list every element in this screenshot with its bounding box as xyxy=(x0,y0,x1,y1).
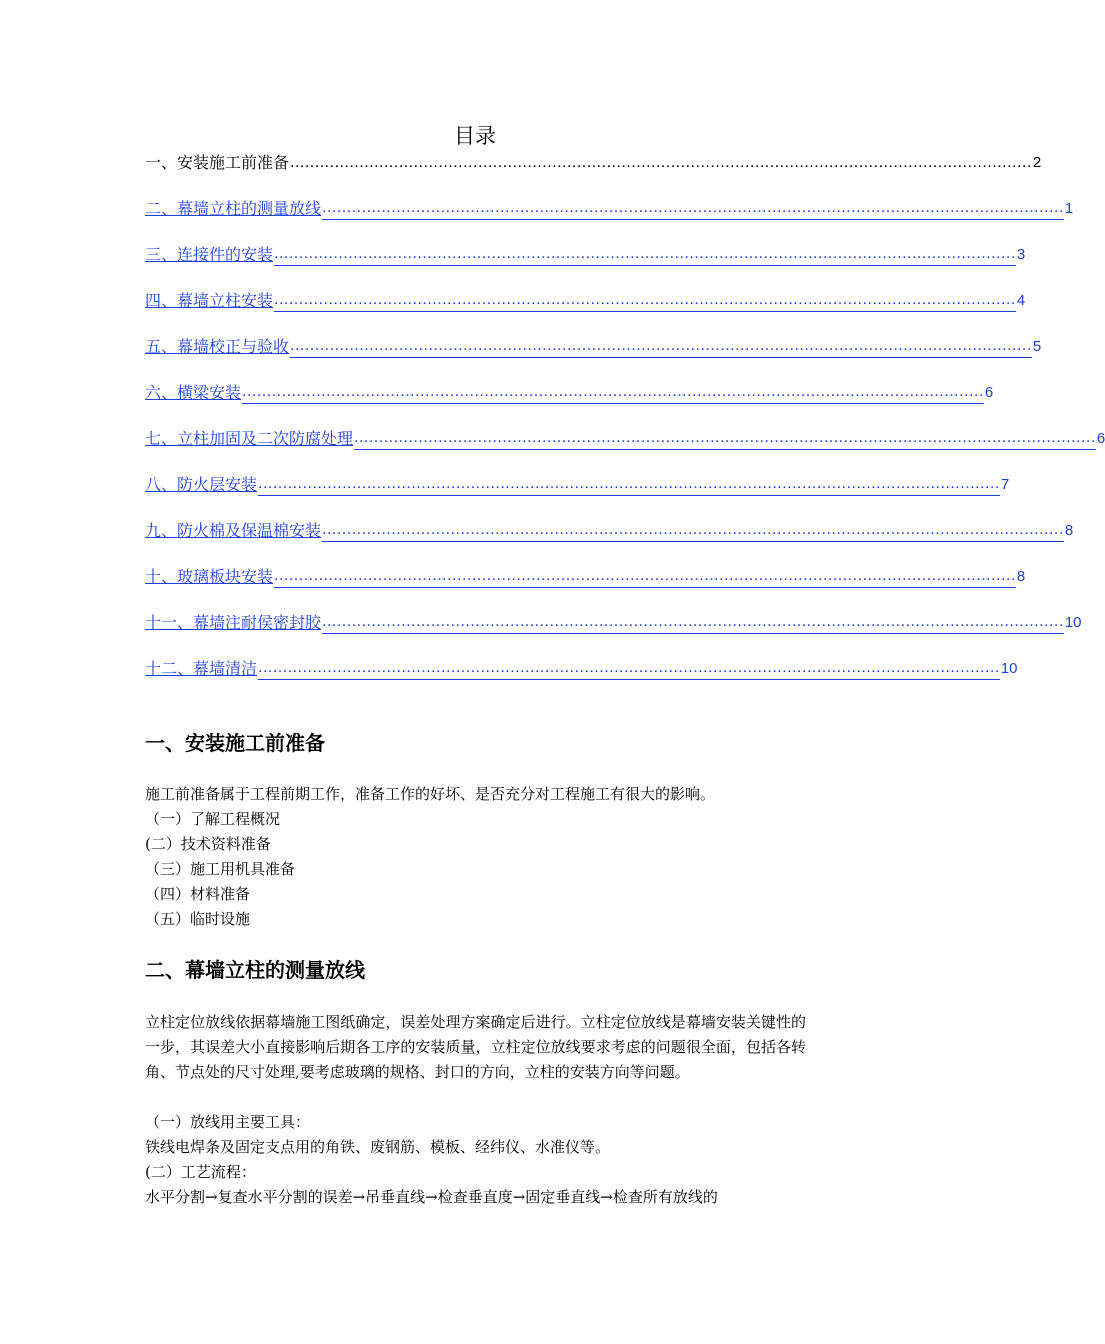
toc-entry-label: 一、安装施工前准备 xyxy=(145,153,290,172)
toc-dot-leader: ...................................................................................................................................................... xyxy=(258,473,1000,496)
toc-dot-leader: ...................................................................................................................................................... xyxy=(274,289,1016,312)
toc-page-number: 6 xyxy=(984,384,994,401)
toc-entry-2[interactable] xyxy=(145,194,1074,220)
toc-entry-label: 六、横梁安装 xyxy=(145,383,242,402)
toc-dot-leader: ...................................................................................................................................................... xyxy=(322,611,1064,634)
section-2-process-title: (二）工艺流程： xyxy=(145,1163,256,1181)
section-1-item: (二）技术资料准备 xyxy=(145,835,271,853)
toc-entry-label: 三、连接件的安装 xyxy=(145,245,274,264)
toc-entry-label: 二、幕墙立柱的测量放线 xyxy=(145,199,322,218)
toc-page-number: 5 xyxy=(1032,338,1042,355)
toc-entry-11[interactable] xyxy=(145,608,1082,634)
toc-page-number: 3 xyxy=(1016,246,1026,263)
section-2-heading: 二、幕墙立柱的测量放线 xyxy=(145,958,365,982)
section-2-tools-title: （一）放线用主要工具： xyxy=(145,1113,311,1131)
toc-dot-leader: ...................................................................................................................................................... xyxy=(322,519,1064,542)
toc-entry-10[interactable] xyxy=(145,562,1026,588)
toc-entry-label: 四、幕墙立柱安装 xyxy=(145,291,274,310)
toc-entry-label: 十、玻璃板块安装 xyxy=(145,567,274,586)
toc-dot-leader: ...................................................................................................................................................... xyxy=(290,335,1032,358)
toc-page-number: 10 xyxy=(1000,660,1018,677)
toc-entry-label: 十一、幕墙注耐侯密封胶 xyxy=(145,613,322,632)
section-2-process: 水平分割→复查水平分割的误差→吊垂直线→检查垂直度→固定垂直线→检查所有放线的 xyxy=(145,1188,718,1206)
section-1-item: （四）材料准备 xyxy=(145,885,251,903)
toc-title: 目录 xyxy=(454,124,496,148)
toc-entry-1[interactable] xyxy=(145,148,1042,174)
toc-dot-leader: ...................................................................................................................................................... xyxy=(322,197,1064,220)
toc-entry-label: 八、防火层安装 xyxy=(145,475,258,494)
toc-dot-leader: ...................................................................................................................................................... xyxy=(274,243,1016,266)
toc-entry-label: 五、幕墙校正与验收 xyxy=(145,337,290,356)
toc-dot-leader: ...................................................................................................................................................... xyxy=(258,657,1000,680)
toc-page-number: 4 xyxy=(1016,292,1026,309)
toc-entry-7[interactable] xyxy=(145,424,1105,450)
section-1-item: （三）施工用机具准备 xyxy=(145,860,296,878)
toc-page-number: 8 xyxy=(1064,522,1074,539)
toc-dot-leader: ...................................................................................................................................................... xyxy=(354,427,1096,450)
toc-entry-9[interactable] xyxy=(145,516,1074,542)
toc-page-number: 2 xyxy=(1032,154,1042,171)
section-2-tools: 铁线电焊条及固定支点用的角铁、废钢筋、模板、经纬仪、水准仪等。 xyxy=(145,1138,611,1156)
toc-dot-leader: ...................................................................................................................................................... xyxy=(274,565,1016,588)
toc-entry-3[interactable] xyxy=(145,240,1026,266)
toc-page-number: 8 xyxy=(1016,568,1026,585)
section-1-item: （五）临时设施 xyxy=(145,910,251,928)
toc-entry-4[interactable] xyxy=(145,286,1026,312)
toc-dot-leader: ...................................................................................................................................................... xyxy=(242,381,984,404)
section-1-intro: 施工前准备属于工程前期工作，准备工作的好坏、是否充分对工程施工有很大的影响。 xyxy=(145,785,716,803)
section-1-item: （一）了解工程概况 xyxy=(145,810,281,828)
toc-page-number: 10 xyxy=(1064,614,1082,631)
toc-entry-label: 十二、幕墙清洁 xyxy=(145,659,258,678)
toc-entry-label: 七、立柱加固及二次防腐处理 xyxy=(145,429,354,448)
toc-entry-8[interactable] xyxy=(145,470,1010,496)
toc-entry-6[interactable] xyxy=(145,378,994,404)
toc-dot-leader: ...................................................................................................................................................... xyxy=(290,154,1032,171)
toc-entry-12[interactable] xyxy=(145,654,1018,680)
section-1-heading: 一、安装施工前准备 xyxy=(145,731,325,755)
toc-entry-5[interactable] xyxy=(145,332,1042,358)
toc-page-number: 1 xyxy=(1064,200,1074,217)
section-2-paragraph: 立柱定位放线依据幕墙施工图纸确定，误差处理方案确定后进行。立柱定位放线是幕墙安装关键性的一步，其误差大小直接影响后期各工序的安装质量，立柱定位放线要求考虑的问题很全面，包括各转角、节点处的尺寸处理,要考虑玻璃的规格、封口的方向，立柱的安装方向等问题。 xyxy=(145,1013,806,1081)
toc-entry-label: 九、防火棉及保温棉安装 xyxy=(145,521,322,540)
toc-page-number: 7 xyxy=(1000,476,1010,493)
toc-page-number: 6 xyxy=(1096,430,1105,447)
